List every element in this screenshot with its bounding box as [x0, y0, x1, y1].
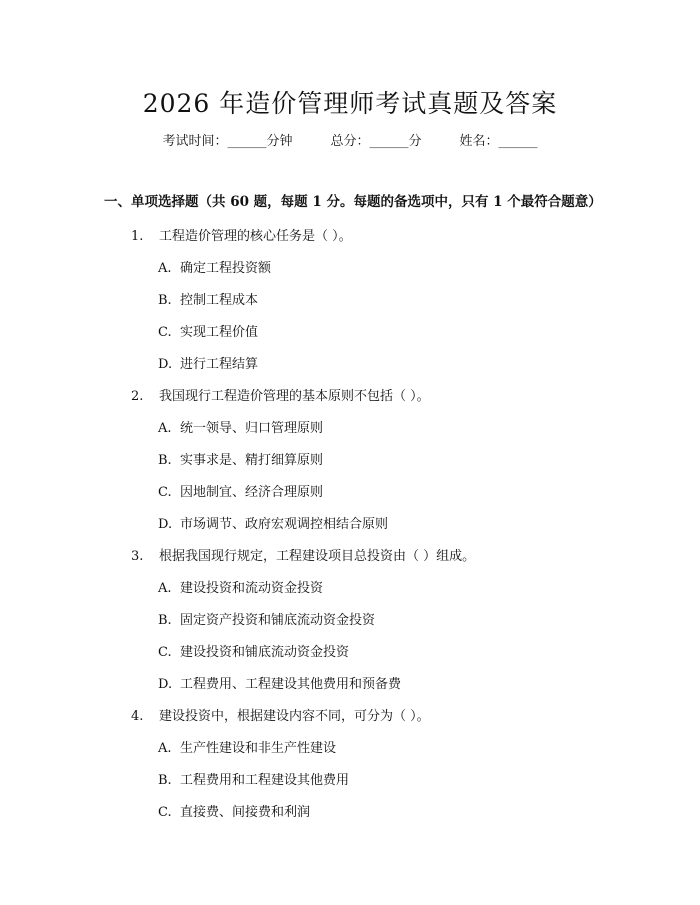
- option-letter: B.: [158, 773, 172, 788]
- option-text: 工程费用和工程建设其他费用: [180, 773, 350, 788]
- option-letter: A.: [158, 261, 172, 276]
- option-letter: D.: [158, 677, 173, 692]
- option-4-c: [158, 801, 310, 820]
- question-text: 建设投资中，根据建设内容不同，可分为（ ）。: [159, 709, 430, 724]
- question-3: [131, 545, 475, 564]
- option-text: 生产性建设和非生产性建设: [180, 741, 337, 756]
- question-2: [131, 385, 430, 404]
- option-letter: D.: [158, 357, 173, 372]
- option-letter: D.: [158, 517, 173, 532]
- option-text: 建设投资和铺底流动资金投资: [180, 645, 350, 660]
- exam-score: 总分：______分: [330, 134, 422, 149]
- option-text: 控制工程成本: [180, 293, 259, 308]
- question-4: [131, 705, 430, 724]
- option-text: 固定资产投资和铺底流动资金投资: [180, 613, 376, 628]
- question-number: 2.: [131, 389, 144, 404]
- question-text: 工程造价管理的核心任务是（ ）。: [159, 229, 352, 244]
- option-3-c: [158, 641, 349, 660]
- option-letter: C.: [158, 485, 172, 500]
- option-letter: C.: [158, 645, 172, 660]
- option-text: 确定工程投资额: [180, 261, 272, 276]
- option-letter: B.: [158, 613, 172, 628]
- option-letter: C.: [158, 805, 172, 820]
- option-3-a: [158, 577, 323, 596]
- option-text: 直接费、间接费和利润: [180, 805, 311, 820]
- option-text: 进行工程结算: [180, 357, 259, 372]
- option-4-a: [158, 737, 336, 756]
- option-letter: C.: [158, 325, 172, 340]
- option-text: 市场调节、政府宏观调控相结合原则: [180, 517, 389, 532]
- question-number: 1.: [131, 229, 144, 244]
- option-text: 实现工程价值: [180, 325, 259, 340]
- option-letter: A.: [158, 741, 172, 756]
- option-text: 实事求是、精打细算原则: [180, 453, 324, 468]
- option-3-b: [158, 609, 375, 628]
- option-2-a: [158, 417, 323, 436]
- question-text: 我国现行工程造价管理的基本原则不包括（ ）。: [159, 389, 430, 404]
- option-letter: A.: [158, 581, 172, 596]
- option-2-c: [158, 481, 323, 500]
- exam-name: 姓名：______: [459, 134, 538, 149]
- question-text: 根据我国现行规定，工程建设项目总投资由（ ）组成。: [159, 549, 476, 564]
- question-1: [131, 225, 352, 244]
- option-text: 建设投资和流动资金投资: [180, 581, 324, 596]
- exam-info: [0, 130, 700, 149]
- option-2-b: [158, 449, 323, 468]
- option-2-d: [158, 513, 388, 532]
- option-text: 因地制宜、经济合理原则: [180, 485, 324, 500]
- question-number: 4.: [131, 709, 144, 724]
- option-letter: B.: [158, 453, 172, 468]
- section-heading: 一、单项选择题（共 60 题，每题 1 分。每题的备选项中，只有 1 个最符合题意）: [104, 194, 602, 210]
- option-1-b: [158, 289, 258, 308]
- option-1-d: [158, 353, 258, 372]
- option-text: 统一领导、归口管理原则: [180, 421, 324, 436]
- option-4-b: [158, 769, 349, 788]
- exam-time: 考试时间：______分钟: [162, 134, 293, 149]
- option-3-d: [158, 673, 401, 692]
- option-letter: A.: [158, 421, 172, 436]
- option-letter: B.: [158, 293, 172, 308]
- option-1-c: [158, 321, 258, 340]
- option-1-a: [158, 257, 271, 276]
- question-number: 3.: [131, 549, 144, 564]
- page-title: 2026 年造价管理师考试真题及答案: [142, 89, 558, 118]
- option-text: 工程费用、工程建设其他费用和预备费: [180, 677, 402, 692]
